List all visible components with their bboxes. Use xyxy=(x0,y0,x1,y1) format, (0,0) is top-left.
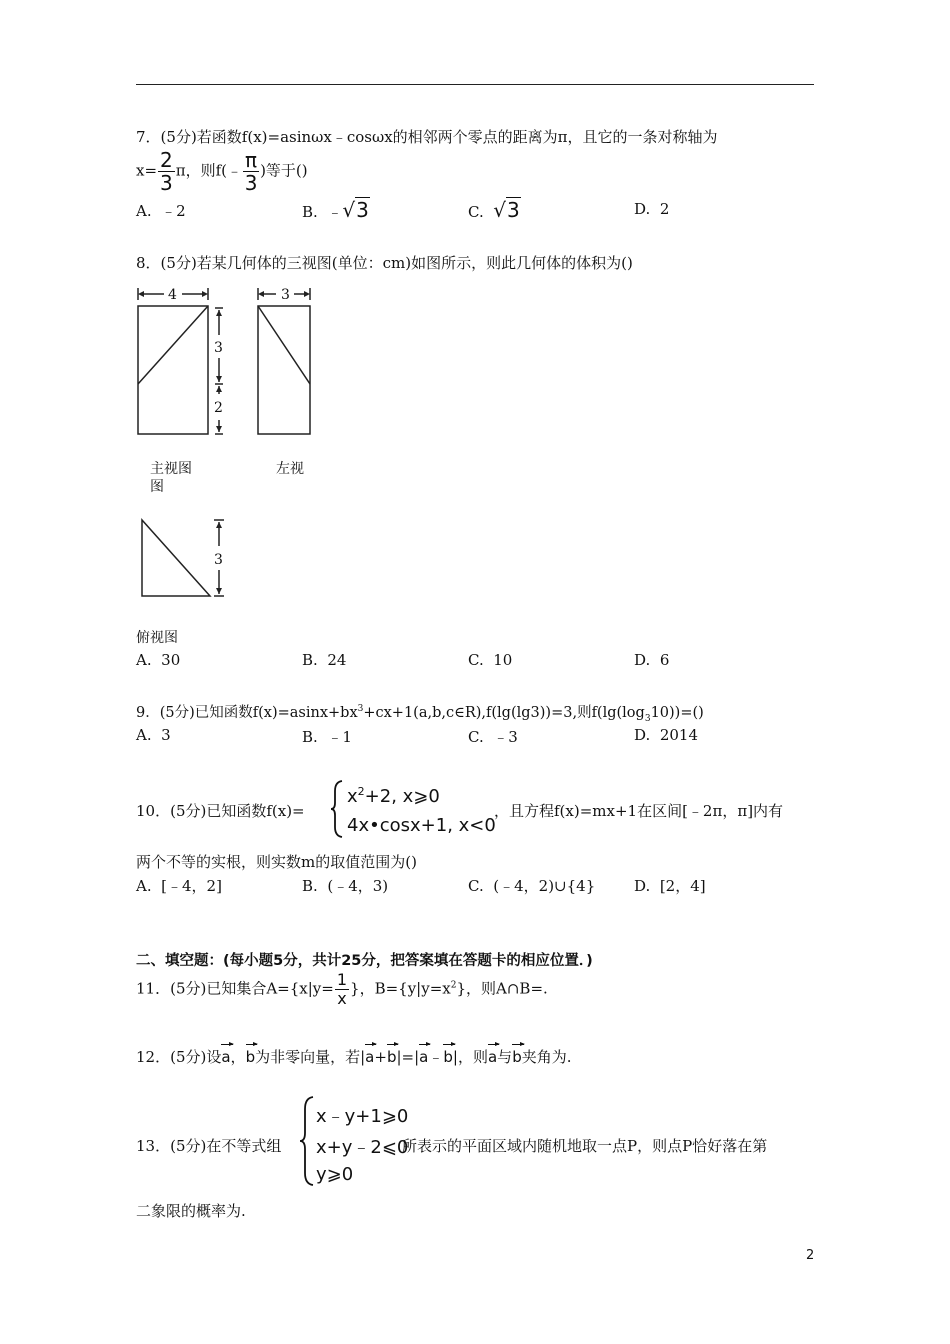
q7-fraction-pi-3: $\frac{\pi}{3}$ xyxy=(244,148,258,195)
q7-option-d: D. 2 xyxy=(634,200,670,218)
caption-front-view-wrap: 图 xyxy=(150,479,164,495)
q9-option-b: B. ﹣1 xyxy=(302,728,352,746)
header-rule xyxy=(136,84,814,85)
top-view-triangle xyxy=(142,520,210,596)
caption-side-view: 左视 xyxy=(276,461,304,477)
caption-top-view: 俯视图 xyxy=(136,630,178,646)
q8-option-c: C. 10 xyxy=(468,651,513,669)
vector-a: a xyxy=(221,1042,230,1066)
q8-line1: 8．(5分)若某几何体的三视图(单位：cm)如图所示，则此几何体的体积为() xyxy=(136,254,633,272)
q9-option-c: C. ﹣3 xyxy=(468,728,518,746)
q9-option-a: A. 3 xyxy=(136,726,171,744)
q13-suffix: 所表示的平面区域内随机地取一点P，则点P恰好落在第 xyxy=(402,1137,768,1155)
q8-option-d: D. 6 xyxy=(634,651,670,669)
dim-top-height: 3 xyxy=(214,552,223,568)
q13-prefix: 13．(5分)在不等式组 xyxy=(136,1137,282,1155)
q13-line2: 二象限的概率为. xyxy=(136,1202,246,1220)
three-view-figure xyxy=(130,280,330,610)
caption-front-view: 主视图 xyxy=(150,461,192,477)
q11-fraction-1-x: $\frac{1}{x}$ xyxy=(336,970,348,1008)
dim-front-width: 4 xyxy=(168,287,177,303)
q13-inequality-1: x﹣y+1⩾0 xyxy=(316,1106,409,1127)
q7-option-b: B. ﹣√3 xyxy=(302,198,369,222)
page-number: 2 xyxy=(806,1248,815,1263)
vector-b: b xyxy=(512,1042,522,1066)
q7-fraction-2-3: $\frac{2}{3}$ xyxy=(160,148,173,195)
vector-b: b xyxy=(387,1042,397,1066)
vector-a: a xyxy=(488,1042,497,1066)
q8-option-b: B. 24 xyxy=(302,651,347,669)
q10-option-a: A. [﹣4，2] xyxy=(136,877,222,895)
q12-line: 12．(5分)设a，b为非零向量，若|a+b|=|a﹣b|，则a与b夹角为. xyxy=(136,1042,572,1067)
q10-line2: 两个不等的实根，则实数m的取值范围为() xyxy=(136,853,417,871)
q10-case2: 4x•cosx+1, x<0 xyxy=(347,815,496,836)
q10-suffix: ，且方程f(x)=mx+1在区间[﹣2π，π]内有 xyxy=(494,802,784,820)
q10-option-d: D. [2，4] xyxy=(634,877,706,895)
q11-line: 11．(5分)已知集合A={x|y= $\frac{1}{x}$ }，$B=\{y|y=x^2\}$，则A∩B=. xyxy=(136,970,548,1008)
sqrt-symbol: √3 xyxy=(493,198,520,222)
vector-b: b xyxy=(246,1042,256,1066)
q10-prefix: 10．(5分)已知函数f(x)= xyxy=(136,802,305,820)
vector-b: b xyxy=(443,1042,453,1066)
q9-line1: 9．(5分)已知函数$f(x)=asinx+bx^3+cx+1(a,b,c\in R),f(\lg(\lg 3))=3$,则$f(\lg(\log_310))=()$ xyxy=(136,704,704,724)
side-view-rect xyxy=(258,306,310,434)
sqrt-symbol: √3 xyxy=(342,198,369,222)
side-view-diagonal xyxy=(258,306,310,384)
q10-option-c: C. (﹣4，2)∪{4} xyxy=(468,877,596,895)
q10-option-b: B. (﹣4，3) xyxy=(302,877,389,895)
q13-left-brace xyxy=(299,1095,315,1187)
q10-left-brace xyxy=(330,779,344,839)
front-view-diagonal xyxy=(138,306,208,384)
q13-inequality-2: x+y﹣2⩽0 xyxy=(316,1137,409,1158)
q7-line2: x= $\frac{2}{3}$ π，则f(﹣ $\frac{\pi}{3}$ )等于() xyxy=(136,148,308,195)
q9-option-d: D. 2014 xyxy=(634,726,698,744)
vector-a: a xyxy=(365,1042,374,1066)
q7-option-c: C. √3 xyxy=(468,198,520,222)
front-view-rect xyxy=(138,306,208,434)
section-2-heading: 二、填空题：(每小题5分，共计25分，把答案填在答题卡的相应位置．) xyxy=(136,953,593,969)
q10-case1: $x^2+2$, x⩾0 xyxy=(347,785,440,807)
dim-upper-height: 3 xyxy=(214,340,223,356)
q8-option-a: A. 30 xyxy=(136,651,181,669)
q7-line1: 7．(5分)若函数f(x)=asinωx﹣cosωx的相邻两个零点的距离为π，且它的一条对称轴为 xyxy=(136,128,718,146)
dim-side-width: 3 xyxy=(281,287,290,303)
vector-a: a xyxy=(419,1042,428,1066)
q7-option-a: A. ﹣2 xyxy=(136,202,186,220)
dim-lower-height: 2 xyxy=(214,400,223,416)
q13-inequality-3: y⩾0 xyxy=(316,1164,354,1185)
